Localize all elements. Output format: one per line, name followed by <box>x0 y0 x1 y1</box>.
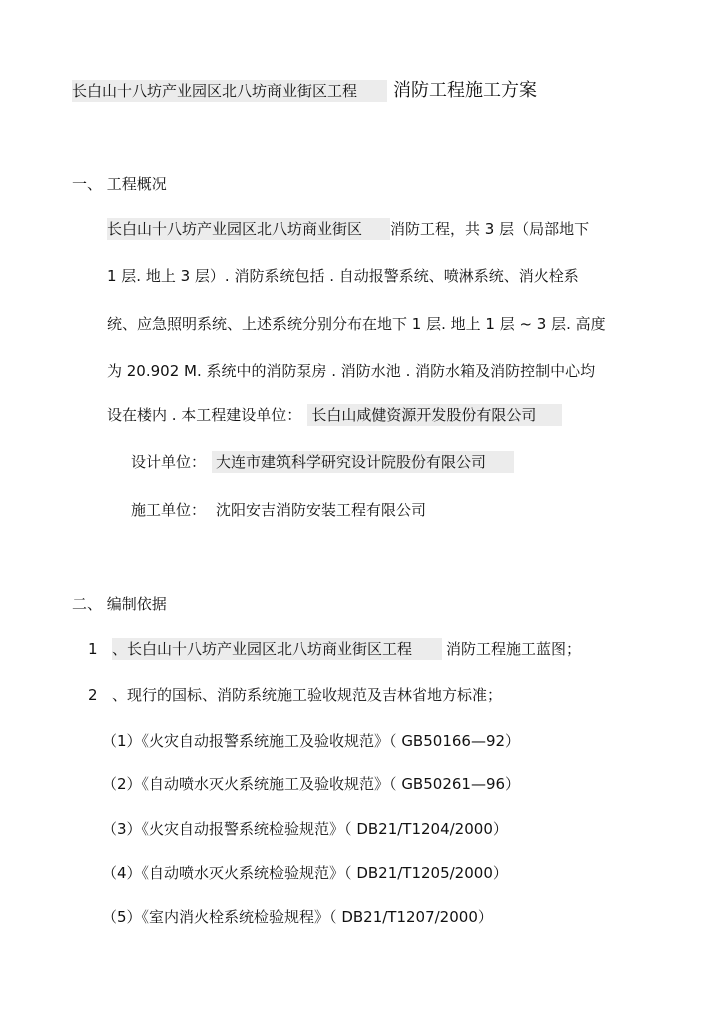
standard-ref: （4）《自动喷水灭火系统检验规范》（ DB21/T1205/2000） <box>102 864 508 882</box>
document-title <box>72 80 537 102</box>
design-unit: 大连市建筑科学研究设计院股份有限公司 <box>212 451 514 473</box>
basis-item-2-number: 2 <box>88 686 98 704</box>
section-1-heading: 一、 工程概况 <box>72 175 167 193</box>
construction-owner-label: 设在楼内 . 本工程建设单位： <box>107 406 302 424</box>
overview-line-5 <box>107 404 562 426</box>
basis-item-1-project: 、长白山十八坊产业园区北八坊商业街区工程 <box>112 638 442 660</box>
standard-ref: （2）《自动喷水灭火系统施工及验收规范》（ GB50261—96） <box>102 775 521 793</box>
basis-item-1-number: 1 <box>88 640 98 658</box>
basis-item-1 <box>88 638 581 660</box>
overview-line-4: 为 20.902 M. 系统中的消防泵房 . 消防水池 . 消防水箱及消防控制中心均 <box>107 362 596 380</box>
build-unit-line <box>131 499 426 521</box>
title-project-name: 长白山十八坊产业园区北八坊商业街区工程 <box>72 80 387 102</box>
basis-item-1-rest: 消防工程施工蓝图； <box>446 640 582 658</box>
overview-line-2: 1 层. 地上 3 层）. 消防系统包括 . 自动报警系统、喷淋系统、消火栓系 <box>107 267 579 285</box>
design-unit-label: 设计单位： <box>131 453 207 471</box>
overview-line-1-rest: 消防工程，共 3 层（局部地下 <box>390 220 590 238</box>
standard-ref: （5）《室内消火栓系统检验规程》（ DB21/T1207/2000） <box>102 908 493 926</box>
overview-line-3: 统、应急照明系统、上述系统分别分布在地下 1 层. 地上 1 层 ~ 3 层. 高度 <box>107 315 606 333</box>
design-unit-line <box>131 451 514 473</box>
build-unit-label: 施工单位： <box>131 501 207 519</box>
overview-project-name: 长白山十八坊产业园区北八坊商业街区 <box>107 218 390 240</box>
basis-item-2 <box>88 684 502 706</box>
overview-line-1 <box>107 218 589 240</box>
standard-ref: （3）《火灾自动报警系统检验规范》（ DB21/T1204/2000） <box>102 820 508 838</box>
standard-ref: （1）《火灾自动报警系统施工及验收规范》（ GB50166—92） <box>102 732 521 750</box>
section-2-heading: 二、 编制依据 <box>72 595 167 613</box>
build-unit: 沈阳安吉消防安装工程有限公司 <box>216 501 427 519</box>
title-doc-name: 消防工程施工方案 <box>393 80 538 101</box>
construction-owner: 长白山咸健资源开发股份有限公司 <box>307 404 562 426</box>
basis-item-2-text: 、现行的国标、消防系统施工验收规范及吉林省地方标准； <box>112 686 503 704</box>
